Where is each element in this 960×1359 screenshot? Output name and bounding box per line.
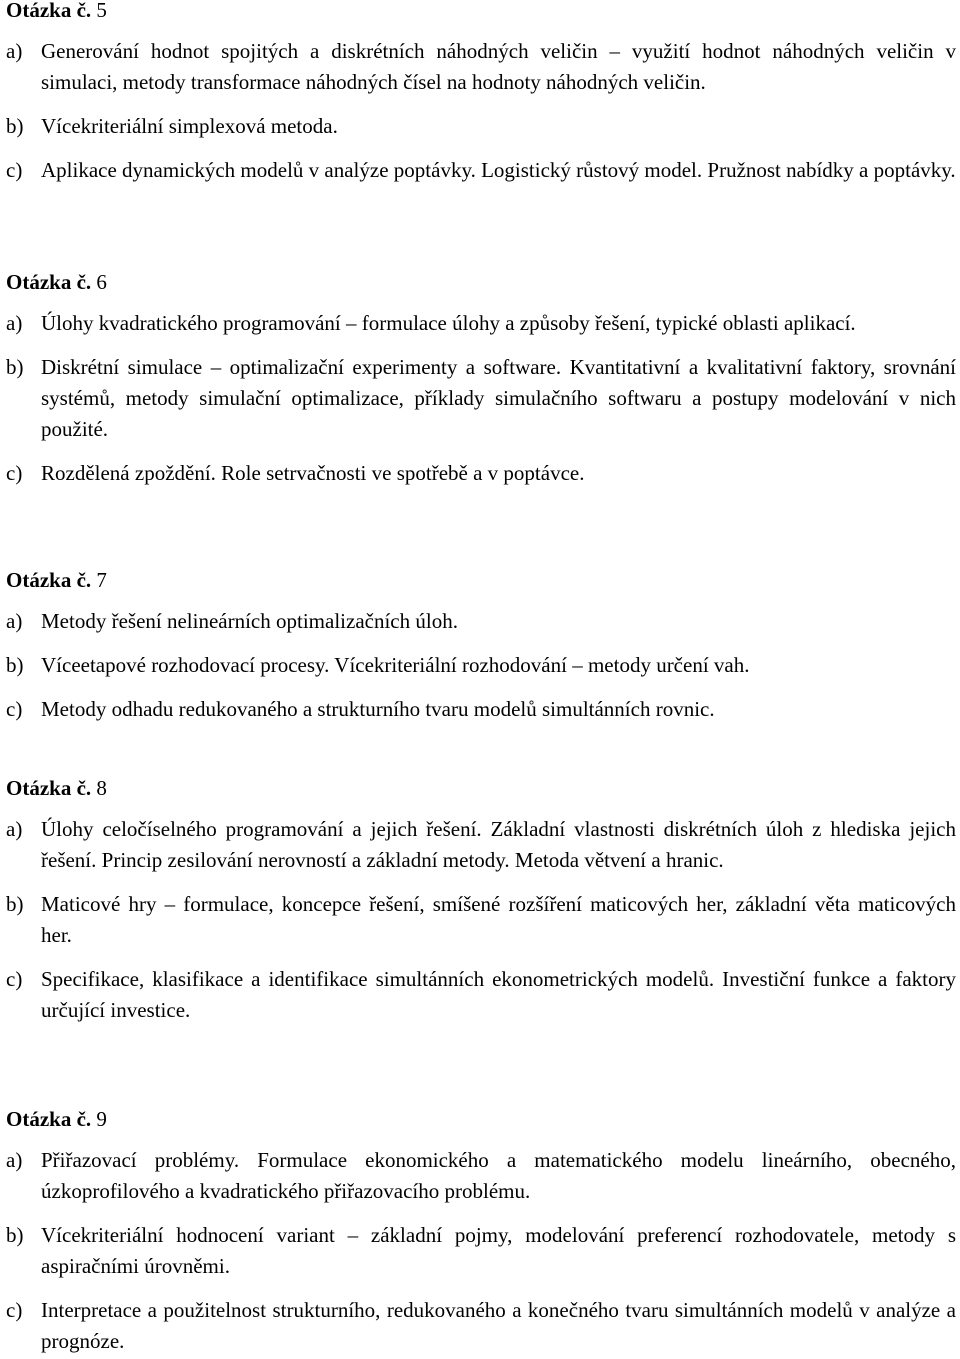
question-heading-number: 9	[96, 1107, 107, 1131]
question-item	[6, 964, 956, 1026]
item-text: Metody řešení nelineárních optimalizačních úloh.	[41, 609, 458, 633]
item-text: Rozdělená zpoždění. Role setrvačnosti ve spotřebě a v poptávce.	[41, 461, 585, 485]
item-label: b)	[6, 114, 24, 138]
item-label: b)	[6, 355, 24, 379]
question-item	[6, 606, 956, 637]
question-heading-label: Otázka č.	[6, 568, 92, 592]
question-item	[6, 36, 956, 98]
question-heading-number: 5	[96, 0, 107, 22]
question-section-5	[6, 0, 956, 186]
question-section-7	[6, 568, 956, 725]
item-label: c)	[6, 158, 23, 182]
item-text: Vícekriteriální simplexová metoda.	[41, 114, 338, 138]
item-label: b)	[6, 892, 24, 916]
question-heading-label: Otázka č.	[6, 776, 92, 800]
question-item	[6, 889, 956, 951]
question-heading	[6, 776, 956, 800]
question-item	[6, 694, 956, 725]
item-text: Úlohy celočíselného programování a jejich řešení. Základní vlastnosti diskrétních úloh z hlediska jejich řešení. Princip zesilování nerovností a základní metody. Metoda větvení a hranic.	[41, 817, 956, 872]
question-item	[6, 308, 956, 339]
item-text: Přiřazovací problémy. Formulace ekonomického a matematického modelu lineárního, obecného, úzkoprofilového a kvadratického přiřazovacího problému.	[41, 1148, 956, 1203]
question-section-9	[6, 1107, 956, 1357]
item-label: c)	[6, 967, 23, 991]
question-heading-number: 8	[96, 776, 107, 800]
item-label: b)	[6, 1223, 24, 1247]
item-text: Metody odhadu redukovaného a strukturního tvaru modelů simultánních rovnic.	[41, 697, 715, 721]
item-text: Generování hodnot spojitých a diskrétních náhodných veličin – využití hodnot náhodných veličin v simulaci, metody transformace náhodných čísel na hodnoty náhodných veličin.	[41, 39, 956, 94]
item-text: Aplikace dynamických modelů v analýze poptávky. Logistický růstový model. Pružnost nabídky a poptávky.	[41, 158, 956, 182]
item-text: Diskrétní simulace – optimalizační experimenty a software. Kvantitativní a kvalitativní faktory, srovnání systémů, metody simulační optimalizace, příklady simulačního softwaru a postupy modelování v nich použité.	[41, 355, 956, 441]
item-label: a)	[6, 609, 23, 633]
item-label: a)	[6, 1148, 23, 1172]
item-label: b)	[6, 653, 24, 677]
question-heading	[6, 270, 956, 294]
question-heading-number: 7	[96, 568, 107, 592]
item-text: Úlohy kvadratického programování – formulace úlohy a způsoby řešení, typické oblasti aplikací.	[41, 311, 856, 335]
item-text: Vícekriteriální hodnocení variant – základní pojmy, modelování preferencí rozhodovatele, metody s aspiračními úrovněmi.	[41, 1223, 956, 1278]
item-text: Víceetapové rozhodovací procesy. Vícekriteriální rozhodování – metody určení vah.	[41, 653, 750, 677]
question-heading	[6, 0, 956, 22]
question-item	[6, 155, 956, 186]
question-section-8	[6, 776, 956, 1026]
question-item	[6, 458, 956, 489]
item-label: a)	[6, 39, 23, 63]
question-heading	[6, 568, 956, 592]
question-item	[6, 1220, 956, 1282]
question-section-6	[6, 270, 956, 489]
item-text: Specifikace, klasifikace a identifikace simultánních ekonometrických modelů. Investiční funkce a faktory určující investice.	[41, 967, 956, 1022]
item-label: a)	[6, 817, 23, 841]
item-label: c)	[6, 461, 23, 485]
item-label: c)	[6, 697, 23, 721]
question-heading-number: 6	[96, 270, 107, 294]
question-item	[6, 1295, 956, 1357]
item-label: c)	[6, 1298, 23, 1322]
question-heading-label: Otázka č.	[6, 270, 92, 294]
item-label: a)	[6, 311, 23, 335]
question-item	[6, 814, 956, 876]
question-heading-label: Otázka č.	[6, 1107, 92, 1131]
item-text: Maticové hry – formulace, koncepce řešení, smíšené rozšíření maticových her, základní věta maticových her.	[41, 892, 956, 947]
question-heading-label: Otázka č.	[6, 0, 92, 22]
question-item	[6, 352, 956, 445]
item-text: Interpretace a použitelnost strukturního, redukovaného a konečného tvaru simultánních modelů v analýze a prognóze.	[41, 1298, 956, 1353]
question-item	[6, 1145, 956, 1207]
question-heading	[6, 1107, 956, 1131]
question-item	[6, 650, 956, 681]
question-item	[6, 111, 956, 142]
